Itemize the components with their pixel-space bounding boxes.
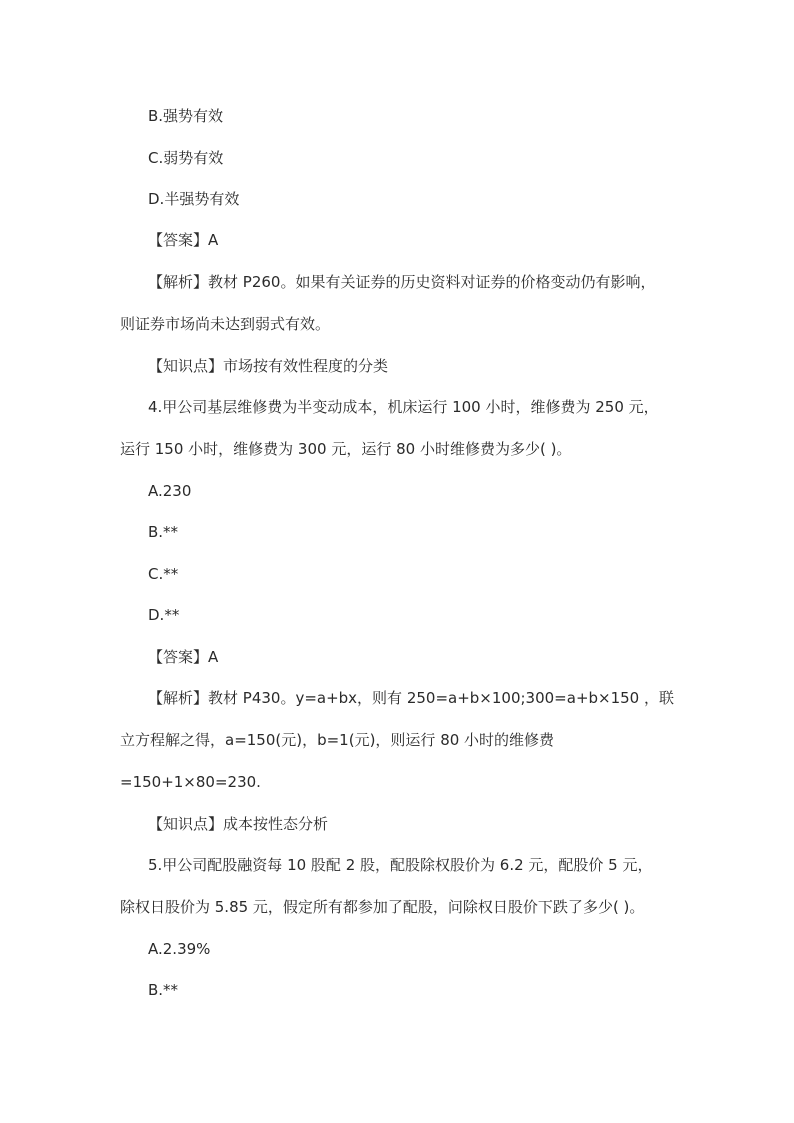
q4-answer: 【答案】A <box>148 648 219 666</box>
q4-analysis-line1: 【解析】教材 P430。y=a+bx，则有 250=a+b×100;300=a+b×150 ，联 <box>148 689 674 707</box>
q4-option-d: D.** <box>148 606 180 624</box>
q4-option-a: A.230 <box>148 482 192 500</box>
q3-option-c: C.弱势有效 <box>148 149 224 167</box>
q3-analysis-line2: 则证券市场尚未达到弱式有效。 <box>120 315 331 333</box>
q5-question-line1: 5.甲公司配股融资每 10 股配 2 股，配股除权股价为 6.2 元，配股价 5 元， <box>148 856 653 874</box>
q3-option-d: D.半强势有效 <box>148 190 240 208</box>
q3-knowledge-point: 【知识点】市场按有效性程度的分类 <box>148 357 389 375</box>
q5-question-line2: 除权日股价为 5.85 元，假定所有都参加了配股，问除权日股价下跌了多少( )。 <box>120 898 645 916</box>
q3-analysis-line1: 【解析】教材 P260。如果有关证券的历史资料对证券的价格变动仍有影响， <box>148 273 656 291</box>
q4-question-line2: 运行 150 小时，维修费为 300 元，运行 80 小时维修费为多少( )。 <box>120 440 572 458</box>
q4-option-c: C.** <box>148 565 179 583</box>
q4-option-b: B.** <box>148 523 179 541</box>
q5-option-a: A.2.39% <box>148 940 211 958</box>
q4-analysis-line2: 立方程解之得，a=150(元)，b=1(元)，则运行 80 小时的维修费 <box>120 731 555 749</box>
q3-option-b: B.强势有效 <box>148 107 224 125</box>
q3-answer: 【答案】A <box>148 231 219 249</box>
q4-analysis-line3: =150+1×80=230. <box>120 773 261 791</box>
q5-option-b: B.** <box>148 981 179 999</box>
q4-knowledge-point: 【知识点】成本按性态分析 <box>148 815 329 833</box>
q4-question-line1: 4.甲公司基层维修费为半变动成本，机床运行 100 小时，维修费为 250 元， <box>148 398 659 416</box>
